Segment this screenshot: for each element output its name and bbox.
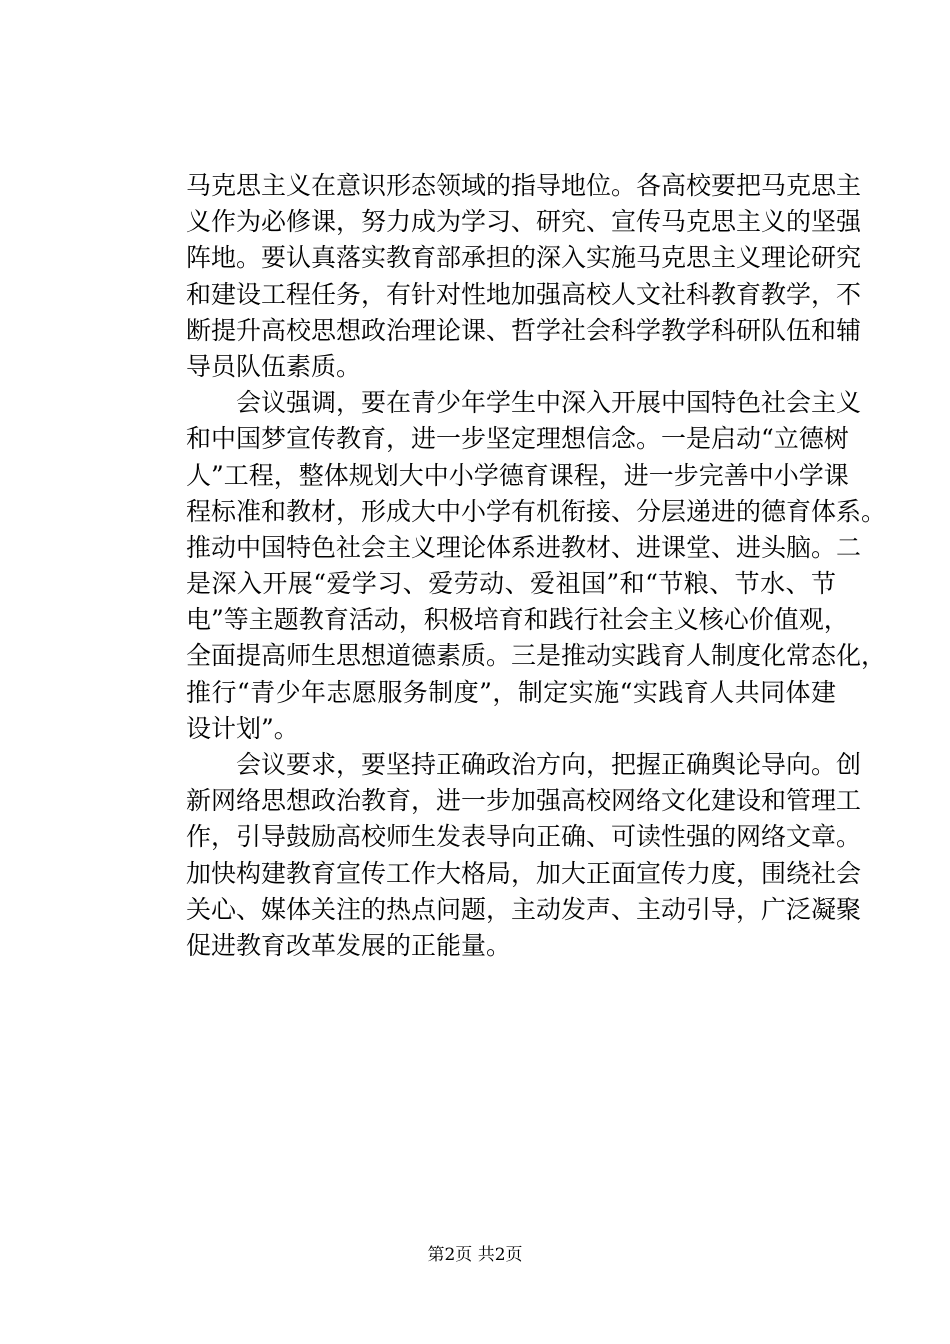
text-line: 促进教育改革发展的正能量。 (186, 930, 512, 960)
text-line: 马克思主义在意识形态领域的指导地位。各高校要把马克思主 (186, 171, 862, 200)
body-text (186, 168, 887, 964)
text-line: 推行“青少年志愿服务制度”，制定实施“实践育人共同体建 (186, 677, 836, 707)
text-line: 阵地。要认真落实教育部承担的深入实施马克思主义理论研究 (186, 243, 862, 273)
text-line: 设计划”。 (186, 713, 299, 743)
text-line: 和中国梦宣传教育，进一步坚定理想信念。一是启动“立德树 (186, 424, 849, 454)
text-line: 关心、媒体关注的热点问题，主动发声、主动引导，广泛凝聚 (186, 894, 862, 924)
text-line: 会议要求，要坚持正确政治方向，把握正确舆论导向。创 (186, 750, 862, 779)
text-line: 会议强调，要在青少年学生中深入开展中国特色社会主义 (186, 388, 862, 418)
text-line: 是深入开展“爱学习、爱劳动、爱祖国”和“节粮、节水、节 (186, 569, 836, 599)
text-line: 断提升高校思想政治理论课、哲学社会科学教学科研队伍和辅 (186, 315, 862, 345)
text-line: 全面提高师生思想道德素质。三是推动实践育人制度化常态化， (186, 641, 887, 671)
text-line: 加快构建教育宣传工作大格局，加大正面宣传力度，围绕社会 (186, 858, 862, 888)
text-line: 作，引导鼓励高校师生发表导向正确、可读性强的网络文章。 (186, 822, 862, 852)
text-line: 推动中国特色社会主义理论体系进教材、进课堂、进头脑。二 (186, 532, 862, 562)
text-line: 电”等主题教育活动，积极培育和践行社会主义核心价值观， (186, 605, 849, 635)
text-line: 导员队伍素质。 (186, 351, 362, 381)
text-line: 程标准和教材，形成大中小学有机衔接、分层递进的德育体系。 (186, 496, 887, 526)
text-line: 和建设工程任务，有针对性地加强高校人文社科教育教学，不 (186, 279, 862, 309)
text-line: 新网络思想政治教育，进一步加强高校网络文化建设和管理工 (186, 786, 862, 816)
text-line: 义作为必修课，努力成为学习、研究、宣传马克思主义的坚强 (186, 207, 862, 237)
page-footer: 第2页 共2页 (427, 1245, 523, 1265)
text-line: 人”工程，整体规划大中小学德育课程，进一步完善中小学课 (186, 460, 849, 490)
